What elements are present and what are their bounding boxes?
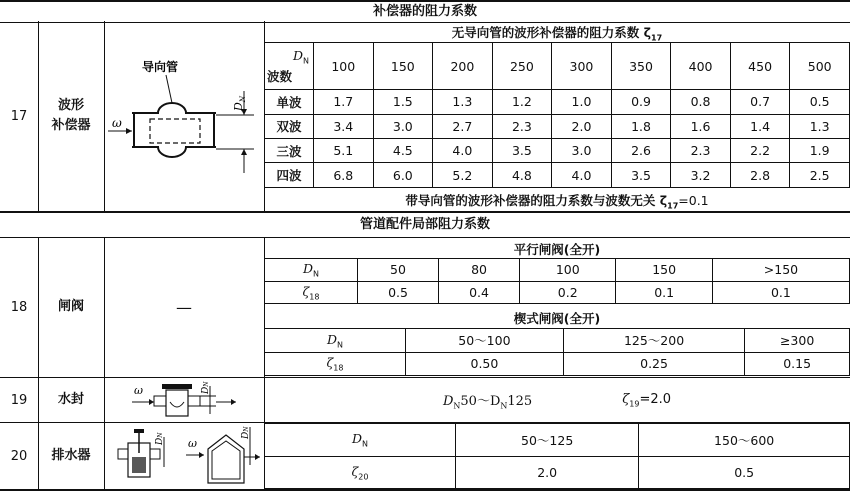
wave-count-label: 三波 — [265, 139, 314, 163]
dn-label: $D_N$ — [265, 329, 406, 353]
coefficient-value: 4.0 — [433, 139, 493, 163]
coefficient-value: 1.4 — [730, 114, 790, 138]
row-number: 20 — [0, 423, 39, 489]
table-row — [265, 163, 850, 188]
coefficient-value: 6.0 — [373, 163, 433, 188]
diagram-cell — [104, 378, 265, 422]
coefficient-value: 1.3 — [790, 114, 850, 138]
compensator-footer-note: 带导向管的波形补偿器的阻力系数与波数无关 $\zeta_{17}=0.1$ — [405, 193, 709, 211]
item-name-line1: 波形 — [57, 98, 84, 113]
section-title-fittings — [0, 212, 850, 238]
water-seal-coefficient: $\zeta_{19}=2.0$ — [622, 391, 672, 409]
dn-column-header: 400 — [671, 43, 731, 90]
dn-label: $D_N$ — [232, 96, 247, 111]
compensator-table-caption: 无导向管的波形补偿器的阻力系数 $\zeta_{17}$ — [451, 25, 663, 43]
dn-value: ≥300 — [745, 329, 850, 353]
coefficient-value: 2.0 — [456, 456, 639, 488]
row-number: 19 — [0, 378, 39, 422]
coefficient-value: 0.25 — [563, 352, 744, 375]
row-number: 18 — [0, 237, 39, 377]
no-diagram-dash: — — [104, 237, 265, 377]
flow-symbol: ω — [188, 437, 197, 450]
coefficient-value: 2.5 — [790, 163, 850, 188]
dn-value: 125～200 — [563, 329, 744, 353]
coefficient-value: 2.3 — [671, 139, 731, 163]
dn-value: 80 — [439, 259, 520, 282]
coefficient-value: 3.0 — [552, 139, 612, 163]
dn-value: 150 — [616, 259, 712, 282]
dn-value: 50 — [358, 259, 439, 282]
coefficient-value: 1.0 — [552, 90, 612, 114]
coefficient-value: 4.8 — [492, 163, 552, 188]
guide-tube-label: 导向管 — [142, 60, 179, 74]
dn-label: $D_N$ — [265, 424, 456, 457]
coefficient-value: 5.2 — [433, 163, 493, 188]
flow-symbol: ω — [112, 116, 122, 130]
zeta-row — [265, 281, 850, 304]
coefficient-value: 1.9 — [790, 139, 850, 163]
coefficient-value: 0.1 — [712, 281, 849, 304]
flow-symbol: ω — [134, 384, 143, 397]
coefficient-value: 0.5 — [358, 281, 439, 304]
water-seal-dn-range: $D_N50\sim D_N125$ — [442, 393, 533, 411]
dn-waves-corner: $D_N$ 波数 — [265, 43, 314, 90]
table-row — [265, 90, 850, 114]
wedge-gate-caption: 楔式闸阀(全开) — [513, 311, 601, 326]
header-row — [265, 43, 850, 90]
bellows-compensator-diagram — [104, 21, 264, 211]
coefficient-value: 2.8 — [730, 163, 790, 188]
dn-column-header: 300 — [552, 43, 612, 90]
row-17 — [0, 21, 850, 212]
dn-label: $D_N$ — [265, 259, 358, 282]
coefficient-value: 0.9 — [611, 90, 671, 114]
coefficient-value: 4.0 — [552, 163, 612, 188]
coefficient-value: 2.7 — [433, 114, 493, 138]
zeta-label: $\zeta_{18}$ — [265, 281, 358, 304]
zeta-label: $\zeta_{18}$ — [265, 352, 406, 375]
drainer-diagram — [104, 423, 264, 489]
dn-value: 100 — [520, 259, 616, 282]
coefficient-value: 2.0 — [552, 114, 612, 138]
dn-row — [265, 329, 850, 353]
item-name: 闸阀 — [38, 237, 105, 377]
coefficient-value: 2.2 — [730, 139, 790, 163]
dn-value: 50～100 — [406, 329, 564, 353]
item-name-cell — [38, 21, 105, 211]
coefficient-value: 0.2 — [520, 281, 616, 304]
coefficient-value: 1.2 — [492, 90, 552, 114]
row-number: 17 — [0, 21, 39, 211]
coefficient-value: 1.3 — [433, 90, 493, 114]
coefficient-value: 2.6 — [611, 139, 671, 163]
coefficient-value: 0.50 — [406, 352, 564, 375]
zeta-row — [265, 352, 850, 375]
dn-column-header: 150 — [373, 43, 433, 90]
dn-label-right: DN — [241, 426, 251, 439]
dn-value: >150 — [712, 259, 849, 282]
item-name-line2: 补偿器 — [51, 118, 91, 133]
wave-count-label: 双波 — [265, 114, 314, 138]
coefficient-value: 1.8 — [611, 114, 671, 138]
coefficient-value: 4.5 — [373, 139, 433, 163]
wave-count-label: 单波 — [265, 90, 314, 114]
dn-value: 50～125 — [456, 424, 639, 457]
dn-column-header: 450 — [730, 43, 790, 90]
coefficient-value: 0.4 — [439, 281, 520, 304]
coefficient-value: 1.7 — [314, 90, 374, 114]
item-name: 排水器 — [38, 423, 105, 489]
coefficient-value: 2.3 — [492, 114, 552, 138]
section-title-text: 管道配件局部阻力系数 — [359, 217, 490, 232]
dn-column-header: 500 — [790, 43, 850, 90]
wave-count-label: 四波 — [265, 163, 314, 188]
coefficient-value: 3.2 — [671, 163, 731, 188]
coefficient-value: 3.0 — [373, 114, 433, 138]
coefficient-value: 3.5 — [611, 163, 671, 188]
coefficient-value: 1.5 — [373, 90, 433, 114]
drainer-table — [264, 423, 850, 489]
dn-column-header: 350 — [611, 43, 671, 90]
diagram-cell — [104, 21, 265, 211]
dn-column-header: 100 — [314, 43, 374, 90]
coefficient-value: 0.7 — [730, 90, 790, 114]
dn-label-left: DN — [155, 432, 165, 445]
water-seal-diagram — [104, 378, 264, 422]
wedge-gate-table — [264, 328, 850, 376]
parallel-gate-table — [264, 258, 850, 304]
zeta-label: $\zeta_{20}$ — [265, 456, 456, 488]
coefficient-value: 0.15 — [745, 352, 850, 375]
coefficient-value: 0.1 — [616, 281, 712, 304]
coefficient-value: 5.1 — [314, 139, 374, 163]
table-row — [265, 139, 850, 163]
dn-value: 150～600 — [639, 424, 850, 457]
section-title-compensator — [0, 0, 850, 23]
coefficient-value: 0.5 — [639, 456, 850, 488]
item-name: 水封 — [38, 378, 105, 422]
dn-row — [265, 424, 850, 457]
parallel-gate-caption: 平行闸阀(全开) — [513, 242, 601, 257]
zeta-row — [265, 456, 850, 488]
water-seal-info — [264, 378, 850, 422]
coefficient-value: 1.6 — [671, 114, 731, 138]
section-title-text: 补偿器的阻力系数 — [372, 4, 477, 19]
table-row — [265, 114, 850, 138]
coefficient-value: 6.8 — [314, 163, 374, 188]
dn-label: DN — [201, 381, 211, 394]
compensator-table — [264, 42, 850, 188]
row-18 — [0, 237, 850, 378]
diagram-cell — [104, 423, 265, 489]
dn-row — [265, 259, 850, 282]
row-20 — [0, 423, 850, 491]
row-19 — [0, 378, 850, 423]
coefficient-value: 0.8 — [671, 90, 731, 114]
coefficient-value: 0.5 — [790, 90, 850, 114]
dn-column-header: 250 — [492, 43, 552, 90]
coefficient-value: 3.4 — [314, 114, 374, 138]
coefficient-value: 3.5 — [492, 139, 552, 163]
dn-column-header: 200 — [433, 43, 493, 90]
